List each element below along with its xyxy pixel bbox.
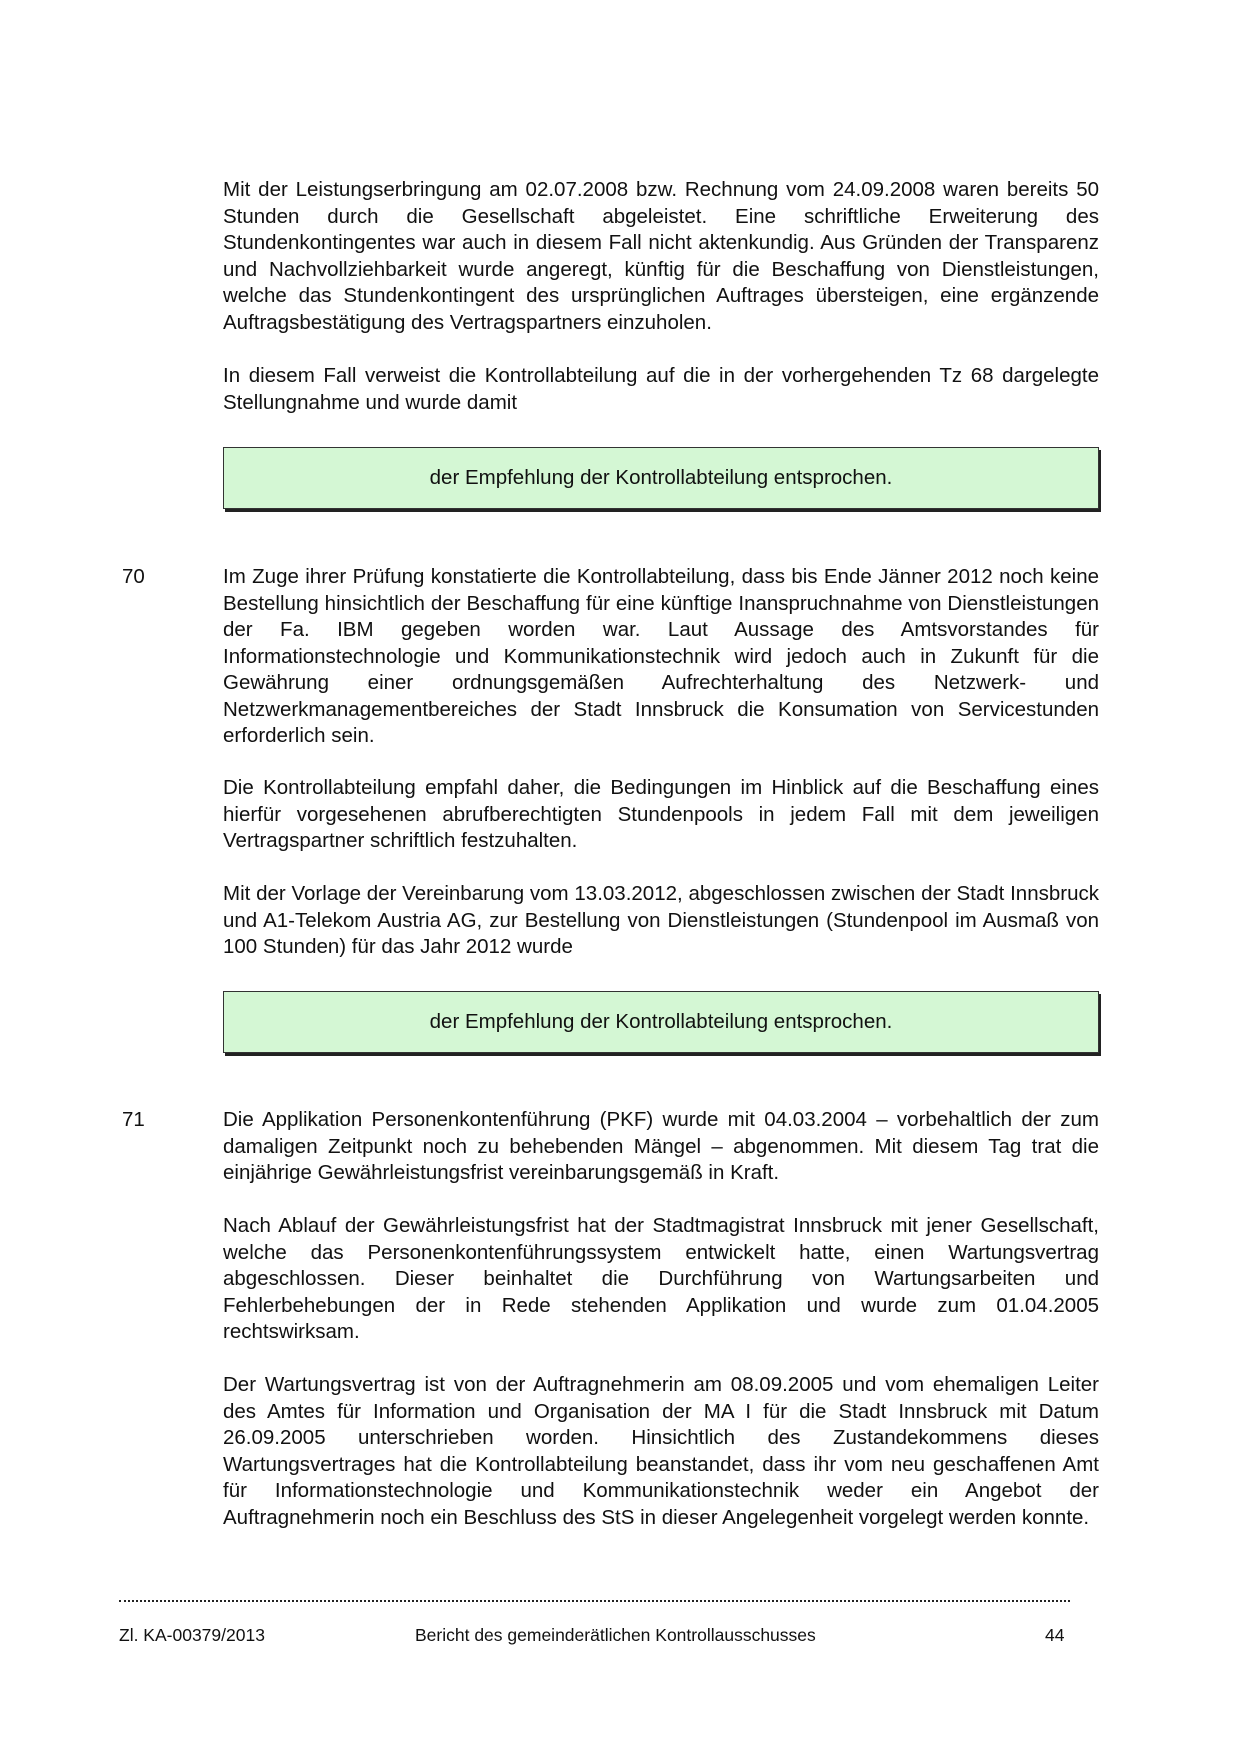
footer-divider — [119, 1600, 1070, 1602]
paragraph-tz70-recommendation: Die Kontrollabteilung empfahl daher, die Bedingungen im Hinblick auf die Beschaffung eines hierfür vorgesehenen abrufberechtigten Stundenpools in jedem Fall mit dem jeweiligen Vertragspartner schriftlich festzuhalten. — [223, 776, 1099, 852]
paragraph-stellungnahme-verweis: In diesem Fall verweist die Kontrollabteilung auf die in der vorhergehenden Tz 68 dargelegte Stellungnahme und wurde damit — [223, 364, 1099, 414]
recommendation-status-text: der Empfehlung der Kontrollabteilung entsprochen. — [429, 466, 893, 489]
paragraph-tz70-findings: Im Zuge ihrer Prüfung konstatierte die Kontrollabteilung, dass bis Ende Jänner 2012 noch keine Bestellung hinsichtlich der Beschaffung für eine künftige Inanspruchnahme von Dienstleistungen der Fa. IBM gegeben worden war. Laut Aussage des Amtsvorstandes für Informationstechnologie und Kommunikationstechnik wird jedoch auch in Zukunft für die Gewährung einer ordnungsgemäßen Aufrechterhaltung des Netzwerk- und Netzwerkmanagementbereiches der Stadt Innsbruck die Konsumation von Servicestunden erforderlich sein. — [223, 565, 1099, 747]
paragraph-tz70-vereinbarung: Mit der Vorlage der Vereinbarung vom 13.03.2012, abgeschlossen zwischen der Stadt Innsbruck und A1-Telekom Austria AG, zur Bestellung von Dienstleistungen (Stundenpool im Ausmaß von 100 Stunden) für das Jahr 2012 wurde — [223, 882, 1099, 958]
recommendation-status-box — [223, 447, 1099, 509]
paragraph-tz71-wartungsvertrag: Nach Ablauf der Gewährleistungsfrist hat der Stadtmagistrat Innsbruck mit jener Gesellschaft, welche das Personenkontenführungssystem entwickelt hatte, einen Wartungsvertrag abgeschlossen. Dieser beinhaltet die Durchführung von Wartungsarbeiten und Fehlerbehebungen der in Rede stehenden Applikation und wurde zum 01.04.2005 rechtswirksam. — [223, 1214, 1099, 1343]
recommendation-status-box — [223, 991, 1099, 1053]
paragraph-leistungserbringung: Mit der Leistungserbringung am 02.07.2008 bzw. Rechnung vom 24.09.2008 waren bereits 50 Stunden durch die Gesellschaft abgeleistet. Eine schriftliche Erweiterung des Stundenkontingentes war auch in diesem Fall nicht aktenkundig. Aus Gründen der Transparenz und Nachvollziehbarkeit wurde angeregt, künftig für die Beschaffung von Dienstleistungen, welche das Stundenkontingent des ursprünglichen Auftrages übersteigen, eine ergänzende Auftragsbestätigung des Vertragspartners einzuholen. — [223, 178, 1099, 334]
paragraph-tz71-pkf: Die Applikation Personenkontenführung (PKF) wurde mit 04.03.2004 – vorbehaltlich der zum damaligen Zeitpunkt noch zu behebenden Mängel – abgenommen. Mit diesem Tag trat die einjährige Gewährleistungsfrist vereinbarungsgemäß in Kraft. — [223, 1108, 1099, 1184]
recommendation-status-text: der Empfehlung der Kontrollabteilung entsprochen. — [429, 1010, 893, 1033]
paragraph-tz71-unterschrift: Der Wartungsvertrag ist von der Auftragnehmerin am 08.09.2005 und vom ehemaligen Leiter des Amtes für Information und Organisation der MA I für die Stadt Innsbruck mit Datum 26.09.2005 unterschrieben worden. Hinsichtlich des Zustandekommens dieses Wartungsvertrages hat die Kontrollabteilung beanstandet, dass ihr vom neu geschaffenen Amt für Informationstechnologie und Kommunikationstechnik weder ein Angebot der Auftragnehmerin noch ein Beschluss des StS in dieser Angelegenheit vorgelegt werden konnte. — [223, 1373, 1099, 1529]
section-number-71: 71 — [122, 1108, 145, 1131]
footer-document-id: Zl. KA-00379/2013 — [119, 1625, 265, 1645]
section-number-70: 70 — [122, 565, 145, 588]
footer-page-number: 44 — [1045, 1625, 1065, 1645]
footer-report-title: Bericht des gemeinderätlichen Kontrollausschusses — [415, 1625, 816, 1645]
